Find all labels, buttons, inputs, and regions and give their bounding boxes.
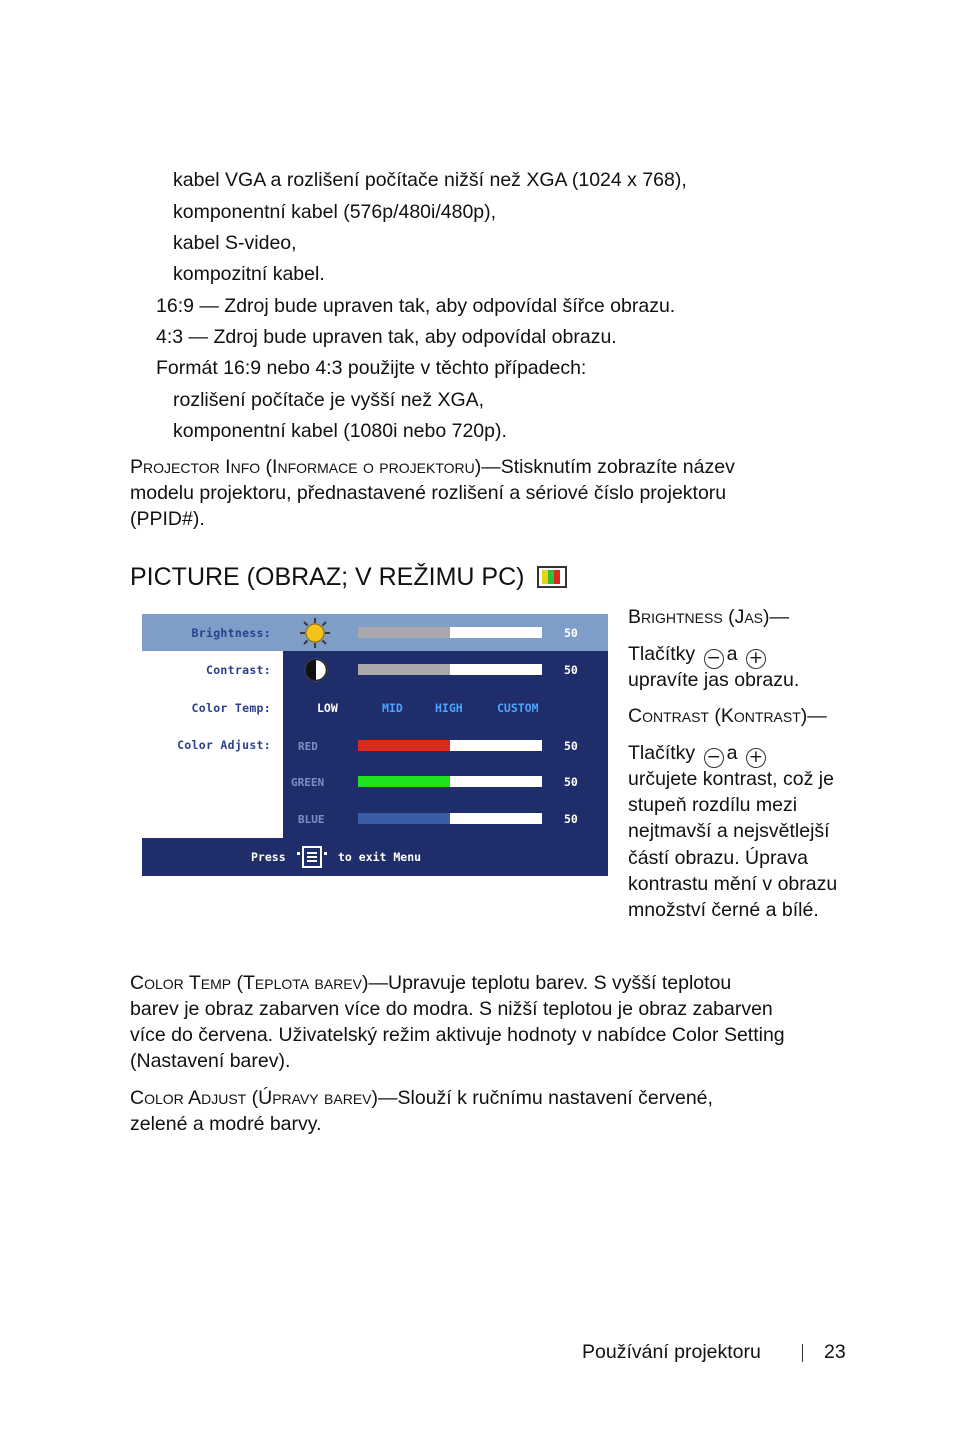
contrast-desc-line: stupeň rozdílu mezi [628,794,798,817]
osd-contrast-label: Contrast: [205,663,271,677]
contrast-buttons-line [628,740,769,768]
green-slider[interactable] [358,776,542,787]
brightness-value: 50 [564,626,578,640]
red-slider[interactable] [358,740,542,751]
projector-info-term: Projector Info (Informace o projektoru) [130,456,482,478]
picture-menu-icon [537,566,567,588]
plus-icon: + [746,748,766,768]
brightness-term: Brightness (Jas)— [628,606,790,628]
color-temp-text: —Upravuje teplotu barev. S vyšší teplotou [368,972,732,994]
list-line: kabel S-video, [173,232,297,254]
red-value: 50 [564,739,578,753]
projector-info-text: —Stisknutím zobrazíte název [481,456,735,478]
menu-button-icon [297,846,329,868]
list-line: Formát 16:9 nebo 4:3 použijte v těchto případech: [156,357,587,379]
color-temp-text: více do červena. Uživatelský režim aktivuje hodnoty v nabídce Color Setting [130,1024,785,1046]
list-line: kompozitní kabel. [173,263,325,285]
minus-icon: − [704,649,724,669]
osd-footer-press: Press [251,850,286,864]
contrast-buttons-prefix: Tlačítky [628,742,696,764]
temp-option-low[interactable]: LOW [317,701,338,715]
contrast-desc-line: kontrastu mění v obrazu [628,872,838,895]
color-adjust-paragraph [130,1085,890,1137]
plus-icon: + [746,649,766,669]
minus-icon: − [704,748,724,768]
footer-divider [802,1344,803,1362]
page-number: 23 [824,1341,846,1363]
contrast-term: Contrast (Kontrast)— [628,705,827,727]
color-adjust-text: zelené a modré barvy. [130,1113,322,1135]
color-temp-text: (Nastavení barev). [130,1050,291,1072]
brightness-desc: upravíte jas obrazu. [628,669,800,691]
section-title [130,562,567,592]
temp-option-custom[interactable]: CUSTOM [497,701,539,715]
list-line: 16:9 — Zdroj bude upraven tak, aby odpovídal šířce obrazu. [156,295,676,317]
list-line: rozlišení počítače je vyšší než XGA, [173,389,485,411]
section-title-text: PICTURE (OBRAZ; V REŽIMU PC) [130,563,525,591]
list-line: komponentní kabel (1080i nebo 720p). [173,420,507,442]
brightness-buttons-prefix: Tlačítky [628,643,696,665]
contrast-icon [304,657,328,683]
sun-icon [298,617,332,649]
color-temp-term: Color Temp (Teplota barev) [130,972,369,994]
osd-color-temp-label: Color Temp: [191,701,271,715]
color-adjust-term: Color Adjust (Úpravy barev) [130,1087,379,1109]
red-label: RED [298,740,318,753]
color-temp-paragraph [130,970,890,1074]
list-line: komponentní kabel (576p/480i/480p), [173,201,497,223]
blue-label: BLUE [298,813,325,826]
color-adjust-text: —Slouží k ručnímu nastavení červené, [378,1087,713,1109]
contrast-slider[interactable] [358,664,542,675]
brightness-slider[interactable] [358,627,542,638]
brightness-buttons-line [628,641,769,669]
osd-brightness-label: Brightness: [191,626,271,640]
contrast-desc-line: částí obrazu. Úprava [628,846,808,869]
contrast-desc-line: množství černé a bílé. [628,899,819,922]
contrast-desc-line: určujete kontrast, což je [628,768,834,790]
contrast-buttons-and: a [726,742,738,764]
osd-footer-exit: to exit Menu [338,850,422,864]
contrast-value: 50 [564,663,578,677]
osd-color-adjust-label: Color Adjust: [177,738,271,752]
projector-info-text: (PPID#). [130,508,205,530]
contrast-desc-line: nejtmavší a nejsvětlejší [628,820,830,843]
green-label: GREEN [291,776,325,789]
projector-info-text: modelu projektoru, přednastavené rozlišení a sériové číslo projektoru [130,482,727,504]
blue-slider[interactable] [358,813,542,824]
list-line: 4:3 — Zdroj bude upraven tak, aby odpovídal obrazu. [156,326,617,348]
osd-picture-menu [142,614,608,876]
brightness-buttons-and: a [726,643,738,665]
contrast-desc [628,766,837,923]
footer-section: Používání projektoru [582,1341,761,1363]
list-line: kabel VGA a rozlišení počítače nižší než XGA (1024 x 768), [173,169,687,191]
temp-option-mid[interactable]: MID [382,701,403,715]
color-temp-text: barev je obraz zabarven více do modra. S nižší teplotou je obraz zabarven [130,998,773,1020]
blue-value: 50 [564,812,578,826]
projector-info-paragraph [130,454,870,532]
temp-option-high[interactable]: HIGH [435,701,463,715]
green-value: 50 [564,775,578,789]
